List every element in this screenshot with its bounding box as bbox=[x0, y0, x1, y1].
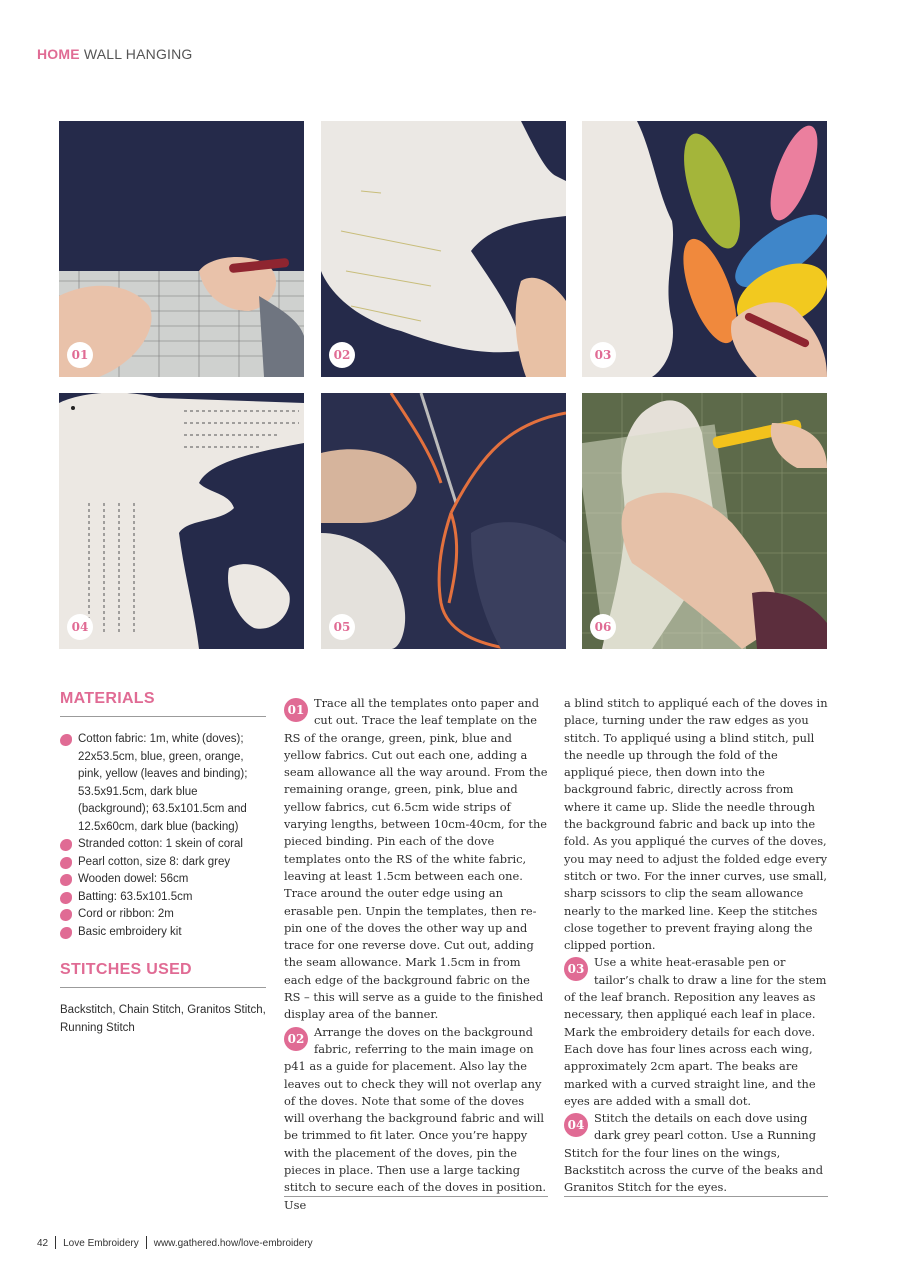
photo-chain-stitch bbox=[321, 393, 566, 649]
step-01: 01 Trace all the templates onto paper and cut out. Trace the leaf template on the RS of the orange, green, pink, blue and yellow fabrics. Cut out each one, adding a seam allowance all the way around. From the remaining orange, green, pink, blue and yellow fabrics, cut 6.5cm wide strips of varying lengths, between 10cm-40cm, for the pieced binding. Pin each of the dove templates onto the RS of the white fabric, leaving at least 1.5cm between each one. Trace around the outer edge using an erasable pen. Unpin the templates, then re-pin one of the doves the other way up and trace for one reverse dove. Cut out, adding the seam allowance. Mark 1.5cm in from each edge of the background fabric on the RS – this will serve as a guide to the finished display area of the banner. bbox=[284, 696, 548, 1022]
instructions-column-1 bbox=[284, 695, 548, 1214]
step-photo-02 bbox=[321, 121, 566, 377]
step-badge: 06 bbox=[590, 614, 616, 640]
bullet-icon bbox=[60, 927, 72, 939]
bullet-icon bbox=[60, 909, 72, 921]
photo-leaves-arranged bbox=[582, 121, 827, 377]
step-number-badge: 01 bbox=[284, 698, 308, 722]
step-number-badge: 02 bbox=[284, 1027, 308, 1051]
page-footer bbox=[37, 1236, 313, 1249]
list-item: Stranded cotton: 1 skein of coral bbox=[60, 836, 266, 854]
stitches-heading: STITCHES USED bbox=[60, 961, 266, 988]
step-02: 02 Arrange the doves on the background fabric, referring to the main image on p41 as a guide for placement. Also lay the leaves out to check they will not overlap any of the doves. Note that some of the doves will overhang the background fabric and will be trimmed to fit later. Once you’re happy with the placement of the doves, pin the pieces in place. Then use a large tacking stitch to secure each of the doves in position. Use bbox=[284, 1024, 547, 1212]
bullet-icon bbox=[60, 892, 72, 904]
materials-list bbox=[60, 731, 266, 941]
stitches-list: Backstitch, Chain Stitch, Granitos Stitch, Running Stitch bbox=[60, 1004, 266, 1034]
step-badge: 03 bbox=[590, 342, 616, 368]
photo-dove-tacked bbox=[321, 121, 566, 377]
running-header bbox=[37, 46, 193, 62]
list-item: Cotton fabric: 1m, white (doves); 22x53.5cm, blue, green, orange, pink, yellow (leaves and binding); 53.5x91.5cm, dark blue (background); 63.5x101.5cm and 12.5x60cm, dark blue (backing) bbox=[60, 731, 266, 836]
list-item: Cord or ribbon: 2m bbox=[60, 906, 266, 924]
column-divider bbox=[284, 1196, 548, 1197]
step-photo-05 bbox=[321, 393, 566, 649]
step-photo-03 bbox=[582, 121, 827, 377]
materials-heading: MATERIALS bbox=[60, 690, 266, 717]
list-item: Wooden dowel: 56cm bbox=[60, 871, 266, 889]
step-photo-01 bbox=[59, 121, 304, 377]
list-item: Basic embroidery kit bbox=[60, 924, 266, 942]
step-badge: 05 bbox=[329, 614, 355, 640]
website-link[interactable]: www.gathered.how/love-embroidery bbox=[153, 1238, 313, 1249]
magazine-name: Love Embroidery bbox=[63, 1238, 139, 1249]
step-photo-06 bbox=[582, 393, 827, 649]
section-title: WALL HANGING bbox=[83, 46, 193, 62]
step-number-badge: 03 bbox=[564, 957, 588, 981]
bullet-icon bbox=[60, 839, 72, 851]
step-badge: 04 bbox=[67, 614, 93, 640]
photo-ruler-trim bbox=[582, 393, 827, 649]
step-03: 03 Use a white heat-erasable pen or tailor’s chalk to draw a line for the stem of the leaf branch. Reposition any leaves as necessary, then appliqué each leaf in place. Mark the embroidery details for each dove. Each dove has four lines across each wing, approximately 2cm apart. The beaks are marked with a curved straight line, and the eyes are added with a small dot. bbox=[564, 955, 827, 1108]
step-photo-04 bbox=[59, 393, 304, 649]
step-04: 04 Stitch the details on each dove using dark grey pearl cotton. Use a Running Stitch for the four lines on the wings, Backstitch across the curve of the beaks and Granitos Stitch for the eyes. bbox=[564, 1111, 824, 1195]
footer-separator bbox=[146, 1236, 147, 1249]
step-badge: 02 bbox=[329, 342, 355, 368]
bullet-icon bbox=[60, 734, 72, 746]
bullet-icon bbox=[60, 857, 72, 869]
photo-ruler-marking bbox=[59, 121, 304, 377]
instructions-column-2 bbox=[564, 695, 828, 1197]
step-02-continued: a blind stitch to appliqué each of the doves in place, turning under the raw edges as you stitch. To appliqué using a blind stitch, pull the needle up through the fold of the appliqué piece, then down into the background fabric, directly across from where it came up. Slide the needle through the background fabric and back up into the fold. As you appliqué the curves of the doves, you may need to adjust the folded edge every stitch or two. For the inner curves, use small, sharp scissors to clip the seam allowance nearly to the marked line. Keep the stitches close together to prevent fraying along the clipped portion. bbox=[564, 696, 828, 953]
materials-sidebar bbox=[60, 690, 266, 1037]
section-label: HOME bbox=[37, 46, 80, 62]
list-item: Pearl cotton, size 8: dark grey bbox=[60, 854, 266, 872]
step-number-badge: 04 bbox=[564, 1113, 588, 1137]
step-badge: 01 bbox=[67, 342, 93, 368]
bullet-icon bbox=[60, 874, 72, 886]
list-item: Batting: 63.5x101.5cm bbox=[60, 889, 266, 907]
footer-separator bbox=[55, 1236, 56, 1249]
page-number: 42 bbox=[37, 1238, 49, 1249]
photo-dove-marked bbox=[59, 393, 304, 649]
column-divider bbox=[564, 1196, 828, 1197]
